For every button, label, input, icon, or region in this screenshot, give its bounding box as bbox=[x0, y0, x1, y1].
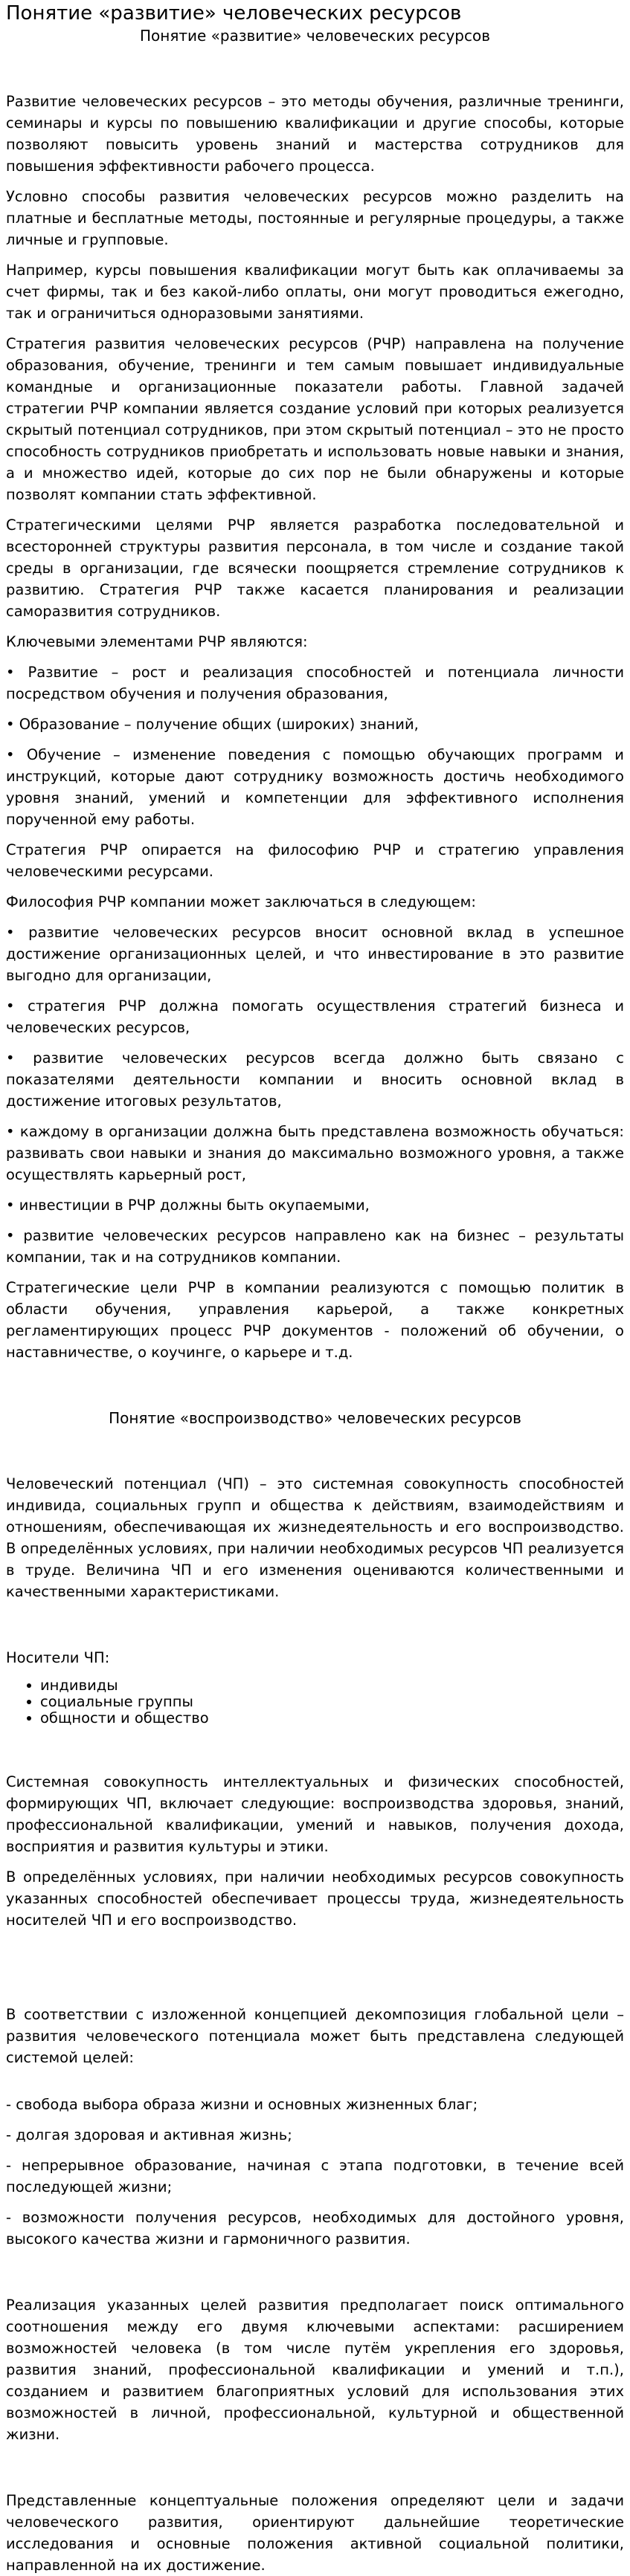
document-title: Понятие «развитие» человеческих ресурсов bbox=[6, 2, 462, 25]
document-page bbox=[0, 1, 630, 2576]
carriers-label: Носители ЧП: bbox=[6, 1649, 110, 1666]
bullet-item: • каждому в организации должна быть представлена возможность обучаться: развивать свои навыки и знания до максимально возможного уровня, а также осуществлять карьерный рост, bbox=[6, 1123, 624, 1183]
list-item: общности и общество bbox=[40, 1710, 624, 1726]
bullet-item: • стратегия РЧР должна помогать осуществления стратегий бизнеса и человеческих ресурсов, bbox=[6, 997, 624, 1036]
bullet-item: • Обучение – изменение поведения с помощью обучающих программ и инструкций, которые дают сотруднику возможность достичь необходимого уровня знаний, умений и компетенции для эффективного исполнения порученной ему работы. bbox=[6, 746, 624, 828]
carriers-list bbox=[6, 1677, 624, 1726]
paragraph: Стратегические цели РЧР в компании реализуются с помощью политик в области обучения, управления карьерой, а также конкретных регламентирующих процесс РЧР документов - положений об обучении, о наставничестве, о коучинге, о карьере и т.д. bbox=[6, 1279, 624, 1361]
section-title-reproduction: Понятие «воспроизводство» человеческих ресурсов bbox=[109, 1409, 521, 1427]
bullet-item: • развитие человеческих ресурсов направлено как на бизнес – результаты компании, так и на сотрудников компании. bbox=[6, 1227, 624, 1266]
paragraph: Ключевыми элементами РЧР являются: bbox=[6, 633, 308, 650]
list-item: социальные группы bbox=[40, 1694, 624, 1710]
paragraph: Условно способы развития человеческих ресурсов можно разделить на платные и бесплатные методы, постоянные и регулярные процедуры, а также личные и групповые. bbox=[6, 188, 624, 248]
bullet-item: • Развитие – рост и реализация способностей и потенциала личности посредством обучения и получения образования, bbox=[6, 664, 624, 702]
paragraph: Системная совокупность интеллектуальных и физических способностей, формирующих ЧП, включает следующие: воспроизводства здоровья, знаний, профессиональной квалификации, умений и навыков, получения дохода, восприятия и развития культуры и этики. bbox=[6, 1773, 624, 1855]
goal-item: - свобода выбора образа жизни и основных жизненных благ; bbox=[6, 2096, 478, 2113]
paragraph: Человеческий потенциал (ЧП) – это системная совокупность способностей индивида, социальных групп и общества к действиям, взаимодействиям и отношениям, обеспечивающая их жизнедеятельность и его воспроизводство. В определённых условиях, при наличии необходимых ресурсов ЧП реализуется в труде. Величина ЧП и его изменения оцениваются количественными и качественными характеристиками. bbox=[6, 1475, 624, 1600]
goal-item: - возможности получения ресурсов, необходимых для достойного уровня, высокого качества жизни и гармоничного развития. bbox=[6, 2209, 624, 2247]
bullet-item: • развитие человеческих ресурсов всегда должно быть связано с показателями деятельности компании и вносить основной вклад в достижение итоговых результатов, bbox=[6, 1049, 624, 1110]
bullet-item: • Образование – получение общих (широких) знаний, bbox=[6, 716, 419, 733]
paragraph: Представленные концептуальные положения определяют цели и задачи человеческого развития, ориентируют дальнейшие теоретические исследования и основные положения активной социальной политики, направленной на их достижение. bbox=[6, 2492, 624, 2574]
paragraph: В соответствии с изложенной концепцией декомпозиция глобальной цели – развития человеческого потенциала может быть представлена следующей системой целей: bbox=[6, 2006, 624, 2066]
paragraph: Стратегия РЧР опирается на философию РЧР и стратегию управления человеческими ресурсами. bbox=[6, 841, 624, 880]
paragraph: Реализация указанных целей развития предполагает поиск оптимального соотношения между его двумя ключевыми аспектами: расширением возможностей человека (в том числе путём укрепления его здоровья, развития знаний, профессиональной квалификации и умений и т.п.), созданием и развитием благоприятных условий для использования этих возможностей в личной, профессиональной, культурной и общественной жизни. bbox=[6, 2297, 624, 2443]
paragraph: Философия РЧР компании может заключаться в следующем: bbox=[6, 893, 476, 910]
section-title-development: Понятие «развитие» человеческих ресурсов bbox=[139, 27, 490, 45]
goal-item: - долгая здоровая и активная жизнь; bbox=[6, 2126, 292, 2143]
paragraph: Стратегия развития человеческих ресурсов (РЧР) направлена на получение образования, обучение, тренинги и тем самым повышает индивидуальные командные и организационные показатели работы. Главной задачей стратегии РЧР компании является создание условий при которых реализуется скрытый потенциал сотрудников, при этом скрытый потенциал – это не просто способность сотрудников приобретать и использовать новые навыки и знания, а и множество идей, которые до сих пор не были обнаружены и которые позволят компании стать эффективной. bbox=[6, 335, 624, 503]
paragraph: Стратегическими целями РЧР является разработка последовательной и всесторонней структуры развития персонала, в том числе и создание такой среды в организации, где всячески поощряется стремление сотрудников к развитию. Стратегия РЧР также касается планирования и реализации саморазвития сотрудников. bbox=[6, 517, 624, 620]
list-item: индивиды bbox=[40, 1677, 624, 1694]
goal-item: - непрерывное образование, начиная с этапа подготовки, в течение всей последующей жизни; bbox=[6, 2157, 624, 2195]
bullet-item: • развитие человеческих ресурсов вносит основной вклад в успешное достижение организационных целей, и что инвестирование в это развитие выгодно для организации, bbox=[6, 924, 624, 984]
bullet-item: • инвестиции в РЧР должны быть окупаемыми, bbox=[6, 1197, 370, 1214]
paragraph: Например, курсы повышения квалификации могут быть как оплачиваемы за счет фирмы, так и без какой-либо оплаты, они могут проводиться ежегодно, так и ограничиться одноразовыми занятиями. bbox=[6, 262, 624, 322]
paragraph: В определённых условиях, при наличии необходимых ресурсов совокупность указанных способностей обеспечивает процессы труда, жизнедеятельность носителей ЧП и его воспроизводство. bbox=[6, 1868, 624, 1929]
paragraph: Развитие человеческих ресурсов – это методы обучения, различные тренинги, семинары и курсы по повышению квалификации и другие способы, которые позволяют повысить уровень знаний и мастерства сотрудников для повышения эффективности рабочего процесса. bbox=[6, 93, 624, 175]
